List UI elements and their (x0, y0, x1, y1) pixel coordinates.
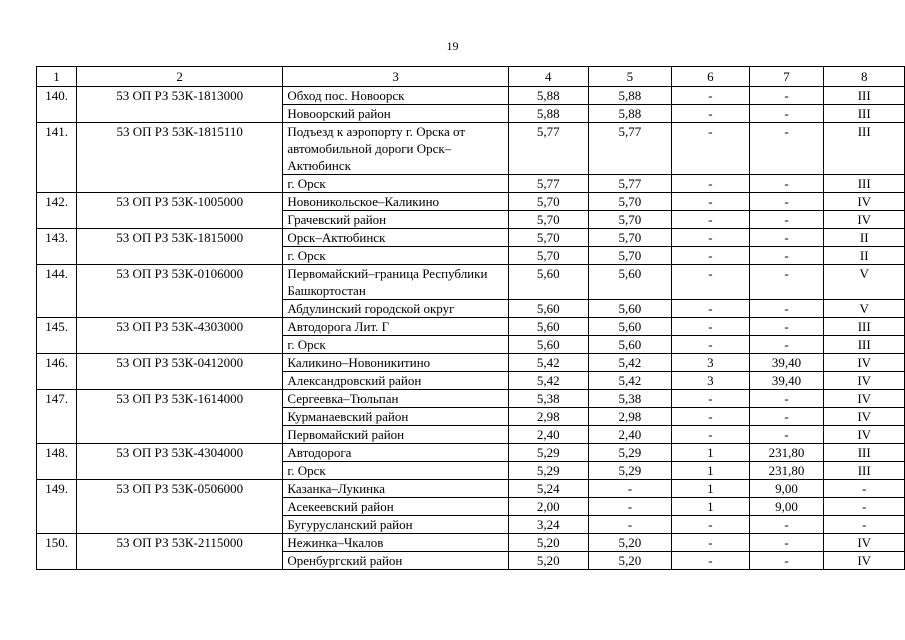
row-number-cell (37, 552, 77, 570)
col4-cell: 5,38 (508, 390, 588, 408)
col5-cell: 5,77 (588, 175, 672, 193)
road-code-cell: 53 ОП РЗ 53К-4303000 (76, 318, 282, 336)
row-number-cell (37, 516, 77, 534)
col7-cell: - (749, 318, 824, 336)
col6-cell: 3 (672, 372, 750, 390)
col7-cell: - (749, 408, 824, 426)
road-name-cell: Бугурусланский район (283, 516, 509, 534)
road-name-cell: Первомайский район (283, 426, 509, 444)
row-number-cell (37, 336, 77, 354)
table-row (37, 480, 905, 498)
table-row (37, 336, 905, 354)
col6-cell: - (672, 123, 750, 175)
category-cell: V (824, 265, 905, 300)
col4-cell: 3,24 (508, 516, 588, 534)
page-number: 19 (446, 39, 459, 53)
row-number-cell (37, 175, 77, 193)
col4-cell: 5,77 (508, 123, 588, 175)
table-row (37, 123, 905, 175)
col4-cell: 2,98 (508, 408, 588, 426)
category-cell: IV (824, 408, 905, 426)
table-row (37, 193, 905, 211)
table-row (37, 462, 905, 480)
header-row (37, 67, 905, 87)
col7-cell: - (749, 336, 824, 354)
col4-cell: 5,77 (508, 175, 588, 193)
table-row (37, 390, 905, 408)
col6-cell: - (672, 193, 750, 211)
header-cell: 6 (672, 67, 750, 87)
header-cell: 2 (76, 67, 282, 87)
col6-cell: - (672, 516, 750, 534)
col5-cell: 5,42 (588, 372, 672, 390)
col4-cell: 2,40 (508, 426, 588, 444)
table-row (37, 105, 905, 123)
road-code-cell: 53 ОП РЗ 53К-4304000 (76, 444, 282, 462)
road-name-cell: Оренбургский район (283, 552, 509, 570)
category-cell: V (824, 300, 905, 318)
col4-cell: 5,24 (508, 480, 588, 498)
road-name-cell: Автодорога Лит. Г (283, 318, 509, 336)
road-code-cell (76, 408, 282, 426)
col7-cell: 39,40 (749, 372, 824, 390)
table-row (37, 552, 905, 570)
row-number-cell (37, 372, 77, 390)
road-name-cell: Обход пос. Новоорск (283, 87, 509, 105)
road-code-cell (76, 498, 282, 516)
col4-cell: 5,29 (508, 462, 588, 480)
col7-cell: - (749, 516, 824, 534)
col7-cell: 9,00 (749, 480, 824, 498)
col6-cell: - (672, 318, 750, 336)
table-row (37, 498, 905, 516)
table-row (37, 247, 905, 265)
col6-cell: - (672, 211, 750, 229)
row-number-cell: 147. (37, 390, 77, 408)
col7-cell: - (749, 211, 824, 229)
road-code-cell: 53 ОП РЗ 53К-0412000 (76, 354, 282, 372)
table-row (37, 372, 905, 390)
col4-cell: 5,70 (508, 193, 588, 211)
row-number-cell: 144. (37, 265, 77, 300)
col5-cell: 5,70 (588, 211, 672, 229)
col4-cell: 5,60 (508, 336, 588, 354)
road-name-cell: г. Орск (283, 336, 509, 354)
col6-cell: - (672, 175, 750, 193)
road-code-cell (76, 336, 282, 354)
col6-cell: - (672, 87, 750, 105)
category-cell: II (824, 229, 905, 247)
table-row (37, 211, 905, 229)
road-code-cell: 53 ОП РЗ 53К-1005000 (76, 193, 282, 211)
col7-cell: - (749, 193, 824, 211)
row-number-cell: 145. (37, 318, 77, 336)
col6-cell: - (672, 552, 750, 570)
col4-cell: 5,70 (508, 229, 588, 247)
col4-cell: 5,60 (508, 265, 588, 300)
road-name-cell: Нежинка–Чкалов (283, 534, 509, 552)
road-name-cell: Сергеевка–Тюльпан (283, 390, 509, 408)
row-number-cell: 141. (37, 123, 77, 175)
road-code-cell (76, 372, 282, 390)
col7-cell: - (749, 87, 824, 105)
category-cell: III (824, 175, 905, 193)
road-code-cell (76, 300, 282, 318)
category-cell: II (824, 247, 905, 265)
col7-cell: - (749, 552, 824, 570)
col5-cell: 2,40 (588, 426, 672, 444)
category-cell: IV (824, 426, 905, 444)
col6-cell: 1 (672, 480, 750, 498)
road-code-cell: 53 ОП РЗ 53К-1815000 (76, 229, 282, 247)
row-number-cell: 142. (37, 193, 77, 211)
col6-cell: - (672, 408, 750, 426)
col7-cell: - (749, 175, 824, 193)
header-cell: 7 (749, 67, 824, 87)
col7-cell: - (749, 390, 824, 408)
col7-cell: - (749, 300, 824, 318)
table-body (37, 87, 905, 570)
col7-cell: - (749, 229, 824, 247)
col4-cell: 5,42 (508, 372, 588, 390)
col7-cell: - (749, 247, 824, 265)
category-cell: IV (824, 372, 905, 390)
road-name-cell: Новоорский район (283, 105, 509, 123)
col6-cell: - (672, 336, 750, 354)
col4-cell: 5,60 (508, 318, 588, 336)
category-cell: III (824, 318, 905, 336)
road-code-cell (76, 462, 282, 480)
row-number-cell (37, 105, 77, 123)
col7-cell: 231,80 (749, 444, 824, 462)
category-cell: III (824, 444, 905, 462)
table-row (37, 516, 905, 534)
table-row (37, 175, 905, 193)
col6-cell: - (672, 300, 750, 318)
col4-cell: 5,42 (508, 354, 588, 372)
table-row (37, 444, 905, 462)
col4-cell: 5,20 (508, 552, 588, 570)
col6-cell: 1 (672, 498, 750, 516)
col5-cell: 5,88 (588, 105, 672, 123)
col5-cell: - (588, 516, 672, 534)
col5-cell: - (588, 498, 672, 516)
category-cell: IV (824, 552, 905, 570)
header-cell: 1 (37, 67, 77, 87)
table-row (37, 87, 905, 105)
table-row (37, 300, 905, 318)
road-code-cell: 53 ОП РЗ 53К-1614000 (76, 390, 282, 408)
col4-cell: 2,00 (508, 498, 588, 516)
col6-cell: - (672, 265, 750, 300)
table-row (37, 426, 905, 444)
road-name-cell: Курманаевский район (283, 408, 509, 426)
row-number-cell: 150. (37, 534, 77, 552)
header-cell: 8 (824, 67, 905, 87)
table-row (37, 534, 905, 552)
road-code-cell (76, 247, 282, 265)
col6-cell: - (672, 534, 750, 552)
category-cell: IV (824, 193, 905, 211)
col5-cell: 5,88 (588, 87, 672, 105)
category-cell: IV (824, 354, 905, 372)
road-code-cell: 53 ОП РЗ 53К-1815110 (76, 123, 282, 175)
road-code-cell (76, 175, 282, 193)
col5-cell: 5,70 (588, 193, 672, 211)
col6-cell: - (672, 426, 750, 444)
col5-cell: 5,60 (588, 300, 672, 318)
col5-cell: 5,70 (588, 229, 672, 247)
row-number-cell (37, 300, 77, 318)
col7-cell: - (749, 123, 824, 175)
row-number-cell (37, 498, 77, 516)
road-name-cell: Грачевский район (283, 211, 509, 229)
col5-cell: 2,98 (588, 408, 672, 426)
road-code-cell (76, 211, 282, 229)
col6-cell: 3 (672, 354, 750, 372)
table-row (37, 265, 905, 300)
road-name-cell: Первомайский–граница Республики Башкортостан (283, 265, 509, 300)
road-code-cell (76, 552, 282, 570)
category-cell: IV (824, 534, 905, 552)
col4-cell: 5,20 (508, 534, 588, 552)
road-name-cell: Александровский район (283, 372, 509, 390)
col4-cell: 5,88 (508, 87, 588, 105)
col7-cell: - (749, 265, 824, 300)
road-code-cell (76, 516, 282, 534)
category-cell: IV (824, 211, 905, 229)
col4-cell: 5,60 (508, 300, 588, 318)
table-row (37, 229, 905, 247)
road-name-cell: Автодорога (283, 444, 509, 462)
category-cell: - (824, 480, 905, 498)
col4-cell: 5,88 (508, 105, 588, 123)
row-number-cell (37, 211, 77, 229)
col6-cell: 1 (672, 462, 750, 480)
category-cell: III (824, 123, 905, 175)
table-row (37, 318, 905, 336)
road-name-cell: Подъезд к аэропорту г. Орска от автомобильной дороги Орск–Актюбинск (283, 123, 509, 175)
road-name-cell: г. Орск (283, 462, 509, 480)
col7-cell: 231,80 (749, 462, 824, 480)
col5-cell: 5,60 (588, 318, 672, 336)
category-cell: III (824, 105, 905, 123)
category-cell: III (824, 87, 905, 105)
category-cell: III (824, 462, 905, 480)
table-row (37, 408, 905, 426)
col6-cell: - (672, 105, 750, 123)
row-number-cell (37, 408, 77, 426)
col4-cell: 5,70 (508, 211, 588, 229)
road-code-cell (76, 105, 282, 123)
road-name-cell: г. Орск (283, 247, 509, 265)
col7-cell: - (749, 426, 824, 444)
row-number-cell (37, 462, 77, 480)
col5-cell: 5,60 (588, 336, 672, 354)
col5-cell: 5,20 (588, 534, 672, 552)
row-number-cell: 149. (37, 480, 77, 498)
road-table (36, 66, 905, 570)
header-cell: 4 (508, 67, 588, 87)
row-number-cell (37, 426, 77, 444)
col5-cell: 5,29 (588, 444, 672, 462)
road-code-cell (76, 426, 282, 444)
col7-cell: - (749, 534, 824, 552)
col5-cell: - (588, 480, 672, 498)
category-cell: - (824, 498, 905, 516)
road-code-cell: 53 ОП РЗ 53К-0506000 (76, 480, 282, 498)
col5-cell: 5,29 (588, 462, 672, 480)
col4-cell: 5,70 (508, 247, 588, 265)
road-name-cell: г. Орск (283, 175, 509, 193)
category-cell: III (824, 336, 905, 354)
col6-cell: - (672, 229, 750, 247)
col5-cell: 5,60 (588, 265, 672, 300)
header-cell: 5 (588, 67, 672, 87)
col7-cell: 39,40 (749, 354, 824, 372)
category-cell: IV (824, 390, 905, 408)
road-name-cell: Абдулинский городской округ (283, 300, 509, 318)
col7-cell: - (749, 105, 824, 123)
col6-cell: - (672, 247, 750, 265)
road-code-cell: 53 ОП РЗ 53К-1813000 (76, 87, 282, 105)
col5-cell: 5,42 (588, 354, 672, 372)
col5-cell: 5,38 (588, 390, 672, 408)
road-name-cell: Новоникольское–Каликино (283, 193, 509, 211)
col5-cell: 5,20 (588, 552, 672, 570)
row-number-cell: 143. (37, 229, 77, 247)
row-number-cell (37, 247, 77, 265)
col4-cell: 5,29 (508, 444, 588, 462)
road-code-cell: 53 ОП РЗ 53К-0106000 (76, 265, 282, 300)
road-name-cell: Казанка–Лукинка (283, 480, 509, 498)
row-number-cell: 140. (37, 87, 77, 105)
row-number-cell: 146. (37, 354, 77, 372)
road-code-cell: 53 ОП РЗ 53К-2115000 (76, 534, 282, 552)
road-name-cell: Асекеевский район (283, 498, 509, 516)
col6-cell: 1 (672, 444, 750, 462)
road-name-cell: Каликино–Новоникитино (283, 354, 509, 372)
col5-cell: 5,77 (588, 123, 672, 175)
header-cell: 3 (283, 67, 509, 87)
table-row (37, 354, 905, 372)
col5-cell: 5,70 (588, 247, 672, 265)
row-number-cell: 148. (37, 444, 77, 462)
col6-cell: - (672, 390, 750, 408)
road-name-cell: Орск–Актюбинск (283, 229, 509, 247)
category-cell: - (824, 516, 905, 534)
col7-cell: 9,00 (749, 498, 824, 516)
